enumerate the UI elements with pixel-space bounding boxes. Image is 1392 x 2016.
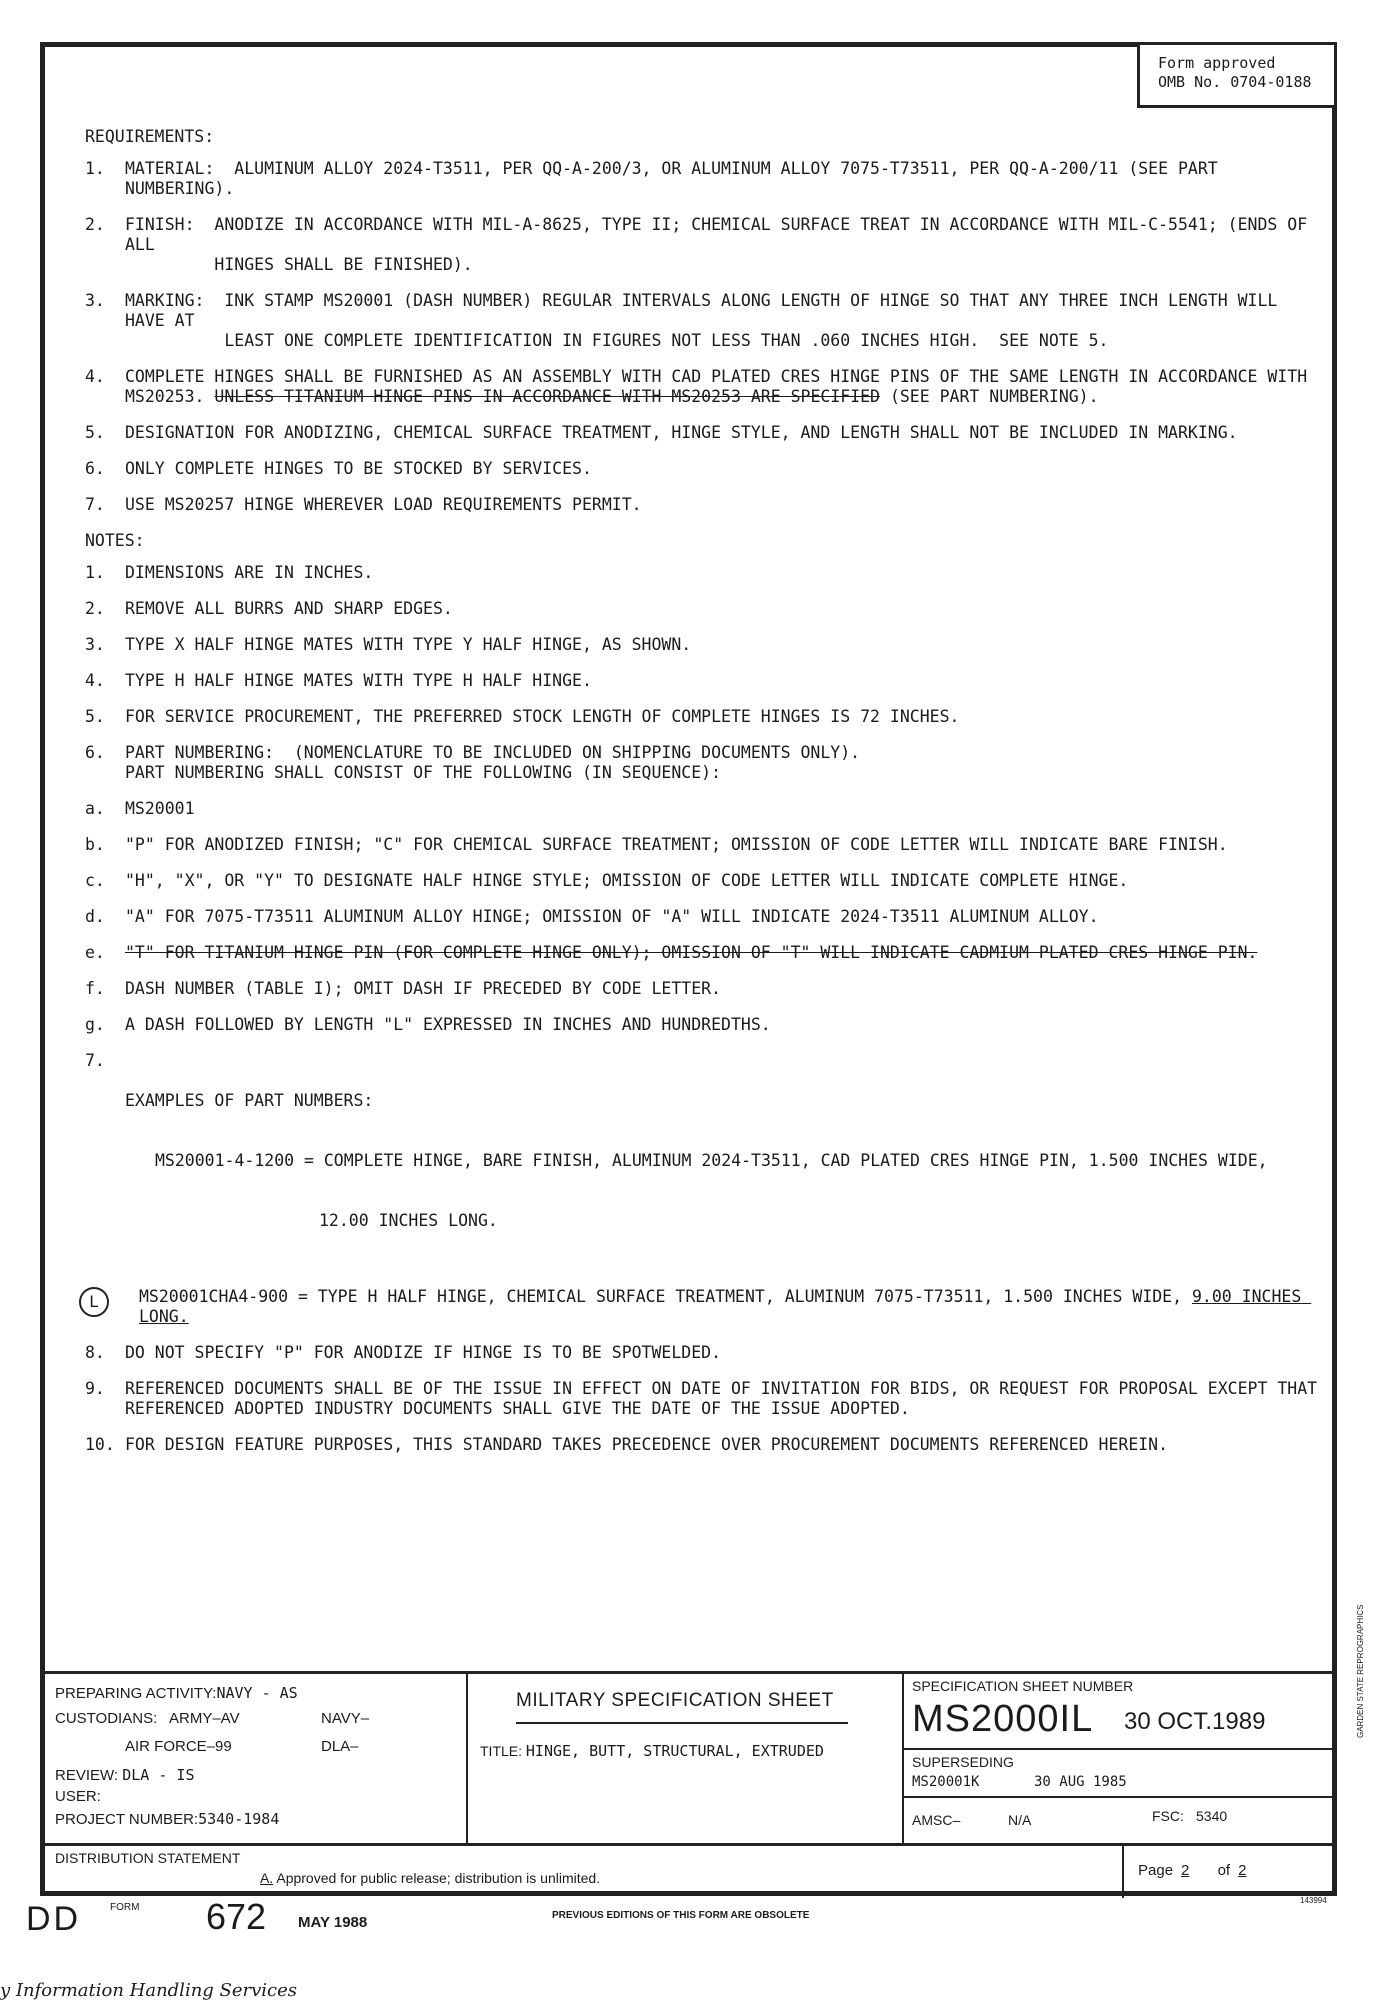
note-item bbox=[85, 1435, 1320, 1455]
page-indicator bbox=[1122, 1846, 1332, 1898]
requirements-list bbox=[85, 159, 1320, 515]
form-number: 672 bbox=[206, 1896, 267, 1937]
document-body bbox=[85, 127, 1320, 1471]
form-label: FORM bbox=[110, 1902, 140, 1913]
note-number: a. bbox=[85, 799, 105, 818]
dd-label: DD bbox=[26, 1900, 82, 1938]
page-number: 2 bbox=[1181, 1862, 1190, 1879]
requirement-item bbox=[85, 291, 1320, 351]
requirement-number: 7. bbox=[85, 495, 105, 514]
note-number: 4. bbox=[85, 671, 105, 690]
activity-cell bbox=[45, 1674, 468, 1846]
note-number: b. bbox=[85, 835, 105, 854]
fsc-label: FSC: bbox=[1152, 1808, 1184, 1824]
title-label: TITLE: bbox=[480, 1743, 523, 1759]
example-2-text: MS20001CHA4-900 = TYPE H HALF HINGE, CHEMICAL SURFACE TREATMENT, ALUMINUM 7075-T73511, 1.500 INCHES WIDE, bbox=[139, 1287, 1183, 1306]
review-label: REVIEW: bbox=[55, 1767, 119, 1784]
note-number: 1. bbox=[85, 563, 105, 582]
distribution-block bbox=[45, 1843, 1332, 1898]
note-item bbox=[85, 1015, 1320, 1035]
preparing-value: NAVY - AS bbox=[216, 1684, 298, 1702]
example-2-underlined: 9.00 INCHES LONG. bbox=[139, 1287, 1312, 1326]
omb-approval-box bbox=[1137, 42, 1337, 108]
note-number: 5. bbox=[85, 707, 105, 726]
printer-side-text: GARDEN STATE REPROGRAPHICS bbox=[1356, 1604, 1365, 1738]
superseding-date: 30 AUG 1985 bbox=[1034, 1774, 1127, 1790]
requirement-text: COMPLETE HINGES SHALL BE FURNISHED AS AN ASSEMBLY WITH CAD PLATED CRES HINGE PINS OF THE SAME LENGTH IN ACCORDANCE WITH MS20253. bbox=[125, 367, 1308, 406]
note-text: TYPE H HALF HINGE MATES WITH TYPE H HALF HINGE. bbox=[125, 671, 592, 690]
note-text: DIMENSIONS ARE IN INCHES. bbox=[125, 563, 374, 582]
note-number: d. bbox=[85, 907, 105, 926]
requirement-number: 3. bbox=[85, 291, 105, 310]
note-item bbox=[85, 871, 1320, 891]
note-text: FOR DESIGN FEATURE PURPOSES, THIS STANDARD TAKES PRECEDENCE OVER PROCUREMENT DOCUMENTS REFERENCED HEREIN. bbox=[125, 1435, 1169, 1454]
note-text: DO NOT SPECIFY "P" FOR ANODIZE IF HINGE IS TO BE SPOTWELDED. bbox=[125, 1343, 722, 1362]
note-number: e. bbox=[85, 943, 105, 962]
project-number-value: 5340-1984 bbox=[198, 1810, 280, 1828]
note-text: REMOVE ALL BURRS AND SHARP EDGES. bbox=[125, 599, 453, 618]
note-item bbox=[85, 599, 1320, 619]
note-text: A DASH FOLLOWED BY LENGTH "L" EXPRESSED IN INCHES AND HUNDREDTHS. bbox=[125, 1015, 771, 1034]
requirement-tail-text: (SEE PART NUMBERING). bbox=[889, 387, 1099, 406]
note-item bbox=[85, 635, 1320, 655]
title-block bbox=[45, 1671, 1332, 1846]
previous-editions-notice: PREVIOUS EDITIONS OF THIS FORM ARE OBSOLETE bbox=[552, 1910, 810, 1921]
revision-marker-circle: L bbox=[79, 1287, 109, 1317]
form-frame bbox=[40, 42, 1337, 1896]
note-number: 3. bbox=[85, 635, 105, 654]
requirement-number: 5. bbox=[85, 423, 105, 442]
requirement-struck-text: UNLESS TITANIUM HINGE PINS IN ACCORDANCE WITH MS20253 ARE SPECIFIED bbox=[214, 387, 880, 406]
example-1-line-1: MS20001-4-1200 = COMPLETE HINGE, BARE FINISH, ALUMINUM 2024-T3511, CAD PLATED CRES HINGE PIN, 1.500 INCHES WIDE, bbox=[155, 1151, 1268, 1170]
note-item bbox=[85, 563, 1320, 583]
custodian-army: ARMY–AV bbox=[169, 1710, 240, 1727]
note-number: f. bbox=[85, 979, 105, 998]
review-value: DLA - IS bbox=[122, 1766, 195, 1784]
note-text: "H", "X", OR "Y" TO DESIGNATE HALF HINGE STYLE; OMISSION OF CODE LETTER WILL INDICATE COMPLETE HINGE. bbox=[125, 871, 1129, 890]
omb-number: OMB No. 0704-0188 bbox=[1158, 73, 1312, 91]
spec-number: MS2000IL bbox=[912, 1698, 1094, 1740]
requirement-item bbox=[85, 423, 1320, 443]
page-label: Page bbox=[1138, 1862, 1174, 1879]
page-total: 2 bbox=[1238, 1862, 1247, 1879]
form-date: MAY 1988 bbox=[298, 1914, 368, 1931]
custodian-dla: DLA– bbox=[321, 1738, 359, 1755]
note-item bbox=[85, 907, 1320, 927]
requirement-number: 6. bbox=[85, 459, 105, 478]
note-number: g. bbox=[85, 1015, 105, 1034]
requirements-heading: REQUIREMENTS: bbox=[85, 127, 215, 146]
note-number: 6. bbox=[85, 743, 105, 762]
requirement-item bbox=[85, 459, 1320, 479]
user-label: USER: bbox=[55, 1788, 101, 1805]
notes-tail-list bbox=[85, 1343, 1320, 1455]
title-value: HINGE, BUTT, STRUCTURAL, EXTRUDED bbox=[525, 1742, 824, 1760]
note-number: c. bbox=[85, 871, 105, 890]
example-2-item bbox=[85, 1287, 1320, 1327]
note-item bbox=[85, 743, 1320, 783]
requirement-item bbox=[85, 159, 1320, 199]
notes-heading: NOTES: bbox=[85, 531, 145, 550]
requirement-text: DESIGNATION FOR ANODIZING, CHEMICAL SURFACE TREATMENT, HINGE STYLE, AND LENGTH SHALL NOT BE INCLUDED IN MARKING. bbox=[125, 423, 1238, 442]
note-number: 10. bbox=[85, 1435, 115, 1454]
requirement-item bbox=[85, 215, 1320, 275]
superseding-number: MS20001K bbox=[912, 1774, 980, 1790]
note-text: "P" FOR ANODIZED FINISH; "C" FOR CHEMICAL SURFACE TREATMENT; OMISSION OF CODE LETTER WILL INDICATE BARE FINISH. bbox=[125, 835, 1228, 854]
superseding-divider bbox=[904, 1796, 1332, 1798]
note-text: REFERENCED DOCUMENTS SHALL BE OF THE ISSUE IN EFFECT ON DATE OF INVITATION FOR BIDS, OR REQUEST FOR PROPOSAL EXCEPT THAT REFERENCED ADOPTED INDUSTRY DOCUMENTS SHALL GIVE THE DATE OF THE ISSUE ADOPTED. bbox=[125, 1379, 1318, 1418]
spec-divider bbox=[904, 1748, 1332, 1750]
requirement-text: MATERIAL: ALUMINUM ALLOY 2024-T3511, PER QQ-A-200/3, OR ALUMINUM ALLOY 7075-T73511, PER QQ-A-200/11 (SEE PART NUMBERING). bbox=[125, 159, 1228, 198]
requirement-item bbox=[85, 367, 1320, 407]
note-text: TYPE X HALF HINGE MATES WITH TYPE Y HALF HINGE, AS SHOWN. bbox=[125, 635, 692, 654]
distribution-letter: A. bbox=[260, 1870, 274, 1886]
spec-cell bbox=[904, 1674, 1332, 1846]
note-item bbox=[85, 1343, 1320, 1363]
note-item bbox=[85, 979, 1320, 999]
note-item bbox=[85, 707, 1320, 727]
title-rule bbox=[516, 1722, 848, 1724]
superseding-label: SUPERSEDING bbox=[912, 1754, 1014, 1770]
preparing-label: PREPARING ACTIVITY: bbox=[55, 1685, 217, 1702]
note-text: MS20001 bbox=[125, 799, 195, 818]
examples-heading: EXAMPLES OF PART NUMBERS: bbox=[125, 1091, 374, 1110]
note-item bbox=[85, 799, 1320, 819]
requirement-number: 4. bbox=[85, 367, 105, 386]
notes-list bbox=[85, 563, 1320, 1035]
amsc-label: AMSC– bbox=[912, 1812, 961, 1828]
project-number-label: PROJECT NUMBER: bbox=[55, 1811, 199, 1828]
requirement-number: 2. bbox=[85, 215, 105, 234]
amsc-value: N/A bbox=[1008, 1812, 1032, 1828]
custodians-label: CUSTODIANS: bbox=[55, 1710, 158, 1727]
custodian-navy: NAVY– bbox=[321, 1710, 370, 1727]
note-number: 2. bbox=[85, 599, 105, 618]
examples-number: 7. bbox=[85, 1051, 105, 1070]
spec-label: SPECIFICATION SHEET NUMBER bbox=[912, 1678, 1134, 1694]
requirement-text: ONLY COMPLETE HINGES TO BE STOCKED BY SERVICES. bbox=[125, 459, 592, 478]
note-struck-text: "T" FOR TITANIUM HINGE PIN (FOR COMPLETE HINGE ONLY); OMISSION OF "T" WILL INDICATE CADMIUM PLATED CRES HINGE PIN. bbox=[125, 943, 1258, 962]
requirement-number: 1. bbox=[85, 159, 105, 178]
note-item bbox=[85, 943, 1320, 963]
printer-code: 143994 bbox=[1300, 1896, 1327, 1905]
of-label: of bbox=[1217, 1862, 1231, 1879]
requirement-text: MARKING: INK STAMP MS20001 (DASH NUMBER) REGULAR INTERVALS ALONG LENGTH OF HINGE SO THAT ANY THREE INCH LENGTH WILL HAVE AT LEAST ONE COMPLETE IDENTIFICATION IN FIGURES NOT LESS THAN .060 INCHES HIGH. SEE NOTE 5. bbox=[125, 291, 1278, 350]
spec-date: 30 OCT.1989 bbox=[1124, 1708, 1266, 1735]
note-number: 9. bbox=[85, 1379, 105, 1398]
examples-item bbox=[85, 1051, 1320, 1271]
sheet-title: MILITARY SPECIFICATION SHEET bbox=[516, 1690, 834, 1711]
ihs-watermark: y Information Handling Services bbox=[0, 1980, 298, 2001]
form-approved-label: Form approved bbox=[1158, 54, 1276, 72]
custodian-air-force: AIR FORCE–99 bbox=[125, 1738, 232, 1755]
note-text: FOR SERVICE PROCUREMENT, THE PREFERRED STOCK LENGTH OF COMPLETE HINGES IS 72 INCHES. bbox=[125, 707, 960, 726]
note-item bbox=[85, 671, 1320, 691]
requirement-text: USE MS20257 HINGE WHEREVER LOAD REQUIREMENTS PERMIT. bbox=[125, 495, 642, 514]
note-text: PART NUMBERING: (NOMENCLATURE TO BE INCLUDED ON SHIPPING DOCUMENTS ONLY). PART NUMBERING SHALL CONSIST OF THE FOLLOWING (IN SEQUENCE): bbox=[125, 743, 861, 782]
note-text: "A" FOR 7075-T73511 ALUMINUM ALLOY HINGE; OMISSION OF "A" WILL INDICATE 2024-T3511 ALUMINUM ALLOY. bbox=[125, 907, 1099, 926]
note-number: 8. bbox=[85, 1343, 105, 1362]
note-item bbox=[85, 835, 1320, 855]
note-item bbox=[85, 1379, 1320, 1419]
requirement-item bbox=[85, 495, 1320, 515]
requirement-text: FINISH: ANODIZE IN ACCORDANCE WITH MIL-A-8625, TYPE II; CHEMICAL SURFACE TREAT IN ACCORDANCE WITH MIL-C-5541; (ENDS OF ALL HINGES SHALL BE FINISHED). bbox=[125, 215, 1308, 274]
title-cell bbox=[468, 1674, 904, 1846]
distribution-text: Approved for public release; distribution is unlimited. bbox=[276, 1870, 601, 1886]
example-1-line-2: 12.00 INCHES LONG. bbox=[319, 1211, 498, 1230]
distribution-label: DISTRIBUTION STATEMENT bbox=[55, 1850, 241, 1866]
fsc-value: 5340 bbox=[1196, 1808, 1228, 1824]
note-text: DASH NUMBER (TABLE I); OMIT DASH IF PRECEDED BY CODE LETTER. bbox=[125, 979, 722, 998]
